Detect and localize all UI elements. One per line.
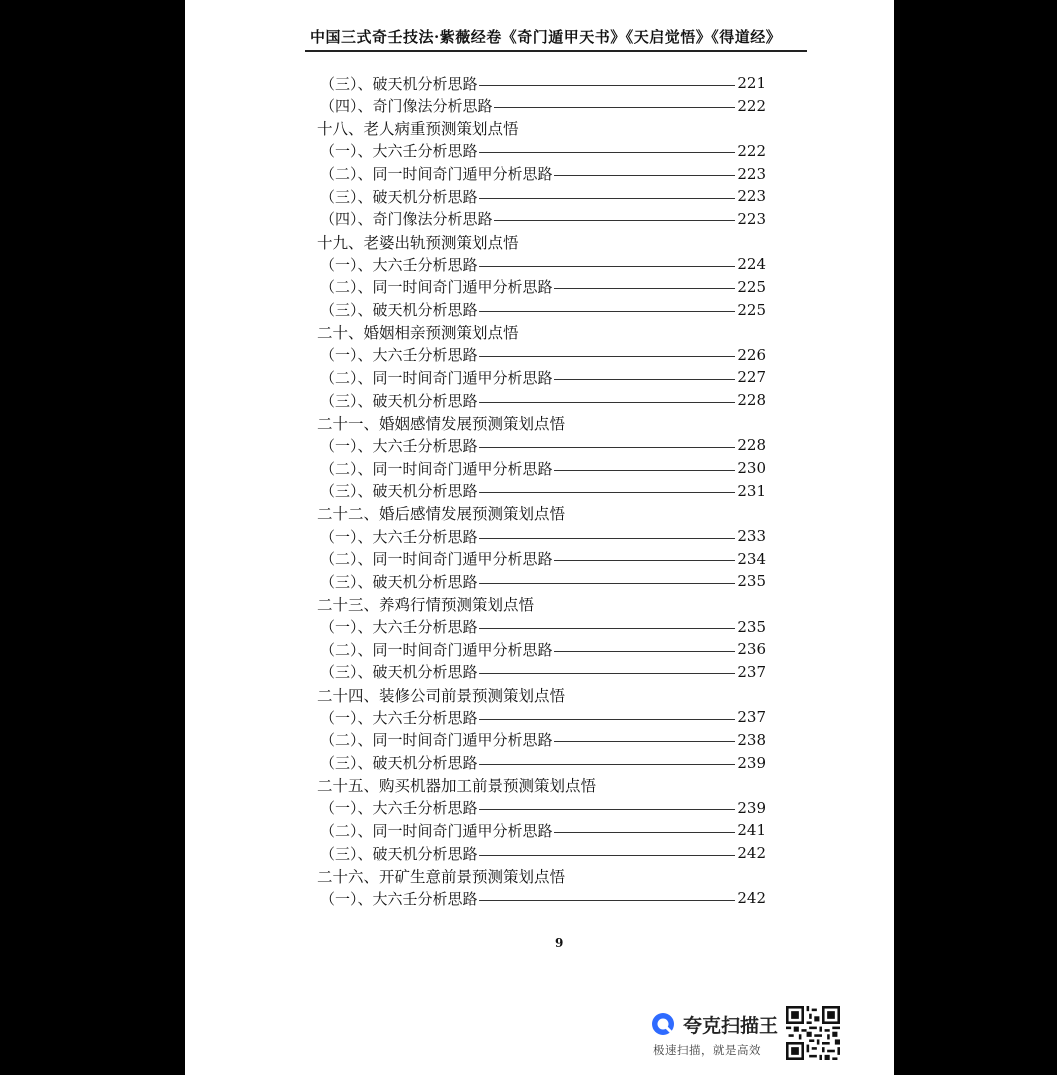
toc-page-number: 228 [737,436,766,455]
toc-leader-line [479,538,736,539]
toc-entry [320,299,766,321]
toc-leader-line [479,628,736,629]
toc-page-number: 236 [737,640,766,659]
document-page [185,0,894,1075]
toc-leader-line [479,402,736,403]
toc-page-number: 223 [737,164,766,183]
toc-chapter-title: 十九、老婆出轨预测策划点悟 [317,233,519,252]
toc-entry [320,525,766,547]
toc-leader-line [554,288,736,289]
toc-leader-line [479,152,736,153]
toc-page-number: 225 [737,300,766,319]
toc-leader-line [479,809,736,810]
toc-chapter-heading [317,684,565,706]
toc-entry [320,819,766,841]
toc-entry [320,638,766,660]
toc-entry [320,72,766,94]
toc-entry [320,434,766,456]
toc-entry [320,208,766,230]
toc-entry-title: （二）、同一时间奇门遁甲分析思路 [320,165,553,184]
toc-entry-title: （三）、破天机分析思路 [320,572,478,591]
toc-chapter-heading [317,321,519,343]
toc-chapter-heading [317,774,596,796]
toc-page-number: 224 [737,255,766,274]
toc-entry-title: （一）、大六壬分析思路 [320,889,478,908]
watermark-brand: 夸克扫描王 [683,1015,779,1037]
toc-entry-title: （三）、破天机分析思路 [320,301,478,319]
quark-logo-icon [651,1012,675,1036]
toc-leader-line [554,470,736,471]
toc-leader-line [479,311,736,312]
toc-page-number: 233 [737,527,766,545]
toc-entry [320,752,766,774]
page-number: 9 [555,936,564,950]
toc-entry [320,95,766,117]
toc-leader-line [554,651,736,652]
toc-entry [320,570,766,592]
toc-entry [320,842,766,864]
toc-leader-line [554,379,736,380]
toc-entry [320,457,766,479]
toc-page-number: 239 [737,798,766,817]
toc-page-number: 223 [737,209,766,228]
toc-chapter-heading [317,865,565,887]
watermark-slogan: 极速扫描，就是高效 [653,1043,761,1057]
toc-page-number: 227 [737,368,766,387]
toc-leader-line [494,220,736,221]
toc-chapter-heading [317,231,519,253]
toc-entry-title: （一）、大六壬分析思路 [320,346,478,365]
toc-page-number: 242 [737,844,766,863]
toc-entry-title: （四）、奇门像法分析思路 [320,97,493,116]
qr-code-icon [786,1006,840,1060]
toc-entry [320,140,766,162]
toc-chapter-title: 二十六、开矿生意前景预测策划点悟 [317,867,566,886]
toc-leader-line [479,855,736,856]
toc-entry-title: （一）、大六壬分析思路 [320,436,478,455]
toc-entry-title: （二）、同一时间奇门遁甲分析思路 [320,459,553,478]
toc-chapter-title: 二十、婚姻相亲预测策划点悟 [317,324,519,343]
toc-page-number: 241 [737,821,766,840]
toc-entry [320,887,766,909]
toc-entry-title: （三）、破天机分析思路 [320,482,478,501]
toc-entry-title: （四）、奇门像法分析思路 [320,210,493,229]
toc-entry-title: （一）、大六壬分析思路 [320,527,478,546]
toc-entry-title: （三）、破天机分析思路 [320,74,478,93]
toc-page-number: 230 [737,459,766,478]
toc-page-number: 238 [737,730,766,749]
toc-chapter-heading [317,502,565,524]
toc-entry [320,480,766,502]
toc-entry [320,616,766,638]
toc-leader-line [479,583,736,584]
toc-leader-line [479,356,736,357]
toc-entry [320,253,766,275]
toc-leader-line [494,107,736,108]
toc-page-number: 235 [737,617,766,636]
toc-page-number: 234 [737,549,766,568]
running-header: 中国三式奇壬技法·紫薇经卷《奇门遁甲天书》《天启觉悟》《得道经》 [310,28,782,46]
toc-entry-title: （三）、破天机分析思路 [320,754,478,772]
toc-leader-line [479,85,736,86]
toc-entry-title: （一）、大六壬分析思路 [320,255,478,274]
toc-entry [320,661,766,683]
header-rule [305,50,807,52]
toc-entry [320,389,766,411]
toc-entry [320,548,766,570]
toc-leader-line [554,832,736,833]
toc-entry-title: （一）、大六壬分析思路 [320,618,478,637]
toc-entry [320,163,766,185]
toc-entry-title: （三）、破天机分析思路 [320,187,478,206]
toc-leader-line [479,266,736,267]
toc-entry-title: （一）、大六壬分析思路 [320,708,478,727]
toc-leader-line [479,447,736,448]
toc-entry-title: （二）、同一时间奇门遁甲分析思路 [320,278,553,297]
toc-page-number: 235 [737,572,766,591]
toc-entry [320,797,766,819]
toc-chapter-title: 二十三、养鸡行情预测策划点悟 [317,595,535,614]
toc-entry [320,706,766,728]
toc-chapter-heading [317,593,534,615]
toc-page-number: 225 [737,277,766,296]
toc-page-number: 231 [737,481,766,500]
toc-leader-line [479,492,736,493]
toc-entry-title: （二）、同一时间奇门遁甲分析思路 [320,731,553,750]
toc-leader-line [554,560,736,561]
toc-page-number: 242 [737,889,766,908]
toc-page-number: 222 [737,141,766,160]
toc-chapter-title: 二十四、装修公司前景预测策划点悟 [317,686,566,705]
toc-entry [320,276,766,298]
toc-chapter-title: 二十一、婚姻感情发展预测策划点悟 [317,414,566,433]
toc-entry-title: （三）、破天机分析思路 [320,663,478,682]
toc-leader-line [479,198,736,199]
toc-entry [320,344,766,366]
toc-page-number: 228 [737,391,766,410]
toc-chapter-heading [317,412,565,434]
toc-entry-title: （二）、同一时间奇门遁甲分析思路 [320,821,553,840]
toc-leader-line [479,900,736,901]
toc-entry-title: （三）、破天机分析思路 [320,391,478,410]
toc-chapter-title: 二十二、婚后感情发展预测策划点悟 [317,505,566,524]
toc-entry [320,366,766,388]
toc-entry-title: （一）、大六壬分析思路 [320,142,478,161]
toc-leader-line [554,741,736,742]
toc-leader-line [479,673,736,674]
toc-entry [320,185,766,207]
toc-entry-title: （一）、大六壬分析思路 [320,799,478,818]
toc-entry [320,729,766,751]
toc-page-number: 237 [737,708,766,727]
toc-page-number: 239 [737,753,766,772]
toc-leader-line [479,764,736,765]
toc-chapter-heading [317,117,519,139]
toc-entry-title: （三）、破天机分析思路 [320,844,478,863]
toc-leader-line [554,175,736,176]
toc-page-number: 223 [737,187,766,206]
toc-entry-title: （二）、同一时间奇门遁甲分析思路 [320,368,553,387]
toc-page-number: 237 [737,662,766,681]
toc-entry-title: （二）、同一时间奇门遁甲分析思路 [320,550,553,569]
toc-chapter-title: 十八、老人病重预测策划点悟 [317,120,519,139]
toc-page-number: 221 [737,74,766,92]
toc-page-number: 222 [737,96,766,115]
toc-page-number: 226 [737,345,766,364]
toc-leader-line [479,719,736,720]
toc-chapter-title: 二十五、购买机器加工前景预测策划点悟 [317,777,597,796]
toc-entry-title: （二）、同一时间奇门遁甲分析思路 [320,640,553,659]
